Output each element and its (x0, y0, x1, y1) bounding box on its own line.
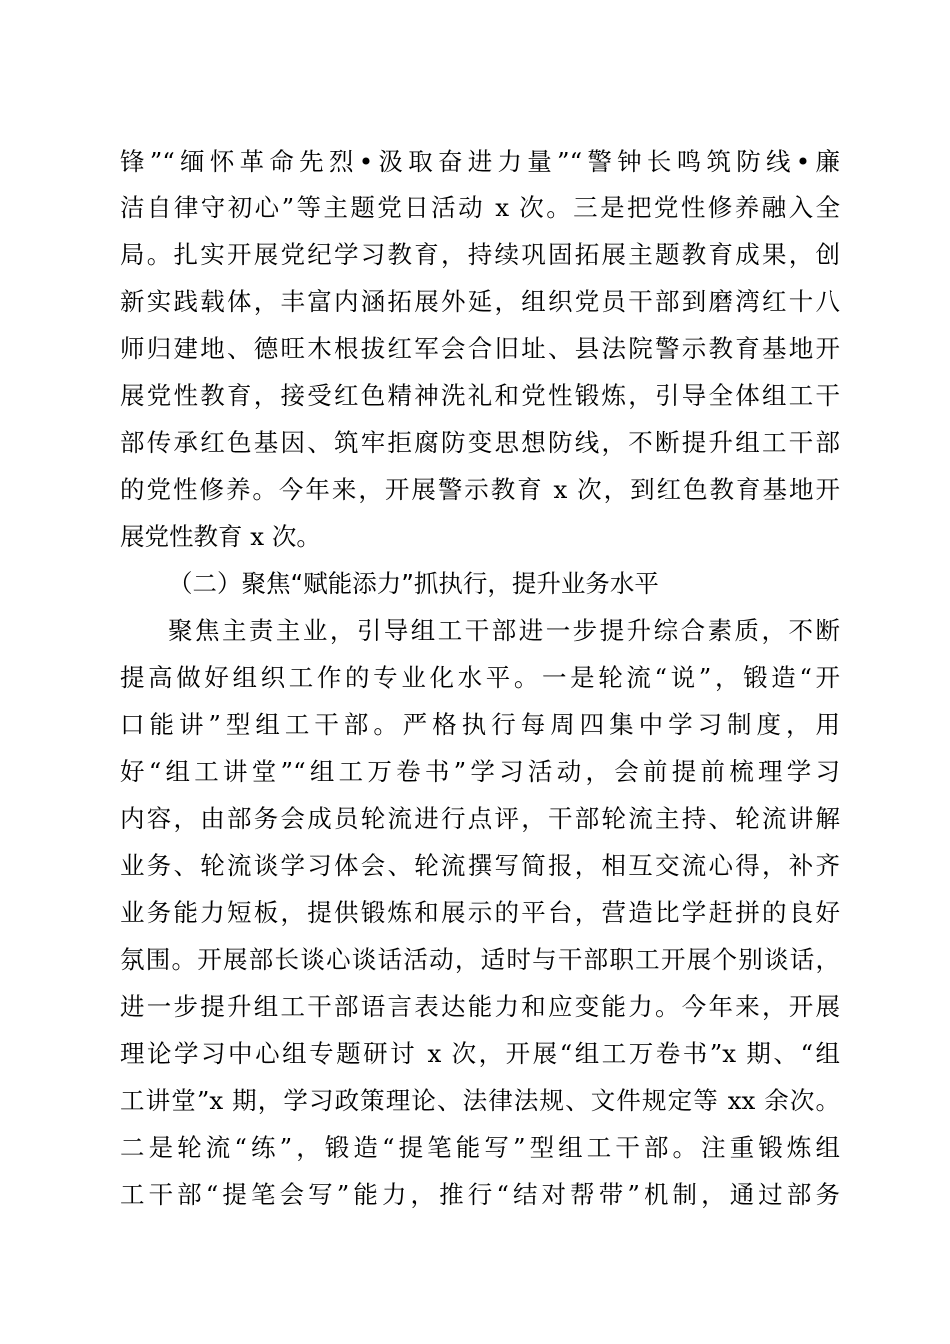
paragraph-1-line: 新实践载体，丰富内涵拓展外延，组织党员干部到磨湾红十八 (120, 287, 840, 316)
paragraph-1-line: 局。扎实开展党纪学习教育，持续巩固拓展主题教育成果，创 (120, 240, 840, 269)
paragraph-2-line: 好“组工讲堂”“组工万卷书”学习活动，会前提前梳理学习 (120, 757, 840, 786)
paragraph-1-line: 锋”“缅怀革命先烈•汲取奋进力量”“警钟长鸣筑防线•廉 (120, 147, 840, 176)
paragraph-2-line: 口能讲”型组工干部。严格执行每周四集中学习制度，用 (120, 710, 840, 739)
paragraph-1-line: 展党性教育 x 次。 (120, 522, 321, 551)
paragraph-2-line: 理论学习中心组专题研讨 x 次，开展“组工万卷书”x 期、“组 (120, 1039, 840, 1068)
paragraph-1-line: 部传承红色基因、筑牢拒腐防变思想防线，不断提升组工干部 (120, 428, 840, 457)
paragraph-2-line: 业务能力短板，提供锻炼和展示的平台，营造比学赶拼的良好 (120, 898, 840, 927)
paragraph-1-line: 师归建地、德旺木根拔红军会合旧址、县法院警示教育基地开 (120, 334, 840, 363)
paragraph-2-line: 工讲堂”x 期，学习政策理论、法律法规、文件规定等 xx 余次。 (120, 1086, 840, 1115)
paragraph-2-line: 内容，由部务会成员轮流进行点评，干部轮流主持、轮流讲解 (120, 804, 840, 833)
section-heading: （二）聚焦“赋能添力”抓执行，提升业务水平 (168, 569, 659, 598)
paragraph-2-line: 聚焦主责主业，引导组工干部进一步提升综合素质，不断 (168, 616, 840, 645)
paragraph-1-line: 的党性修养。今年来，开展警示教育 x 次，到红色教育基地开 (120, 475, 840, 504)
paragraph-1-line: 展党性教育，接受红色精神洗礼和党性锻炼，引导全体组工干 (120, 381, 840, 410)
paragraph-2-line: 业务、轮流谈学习体会、轮流撰写简报，相互交流心得，补齐 (120, 851, 840, 880)
paragraph-2-line: 氛围。开展部长谈心谈话活动，适时与干部职工开展个别谈话， (120, 945, 840, 974)
paragraph-1-line: 洁自律守初心”等主题党日活动 x 次。三是把党性修养融入全 (120, 193, 840, 222)
paragraph-2-line: 工干部“提笔会写”能力，推行“结对帮带”机制，通过部务 (120, 1180, 840, 1209)
paragraph-2-line: 进一步提升组工干部语言表达能力和应变能力。今年来，开展 (120, 992, 840, 1021)
paragraph-2-line: 提高做好组织工作的专业化水平。一是轮流“说”，锻造“开 (120, 663, 840, 692)
paragraph-2-line: 二是轮流“练”，锻造“提笔能写”型组工干部。注重锻炼组 (120, 1133, 840, 1162)
